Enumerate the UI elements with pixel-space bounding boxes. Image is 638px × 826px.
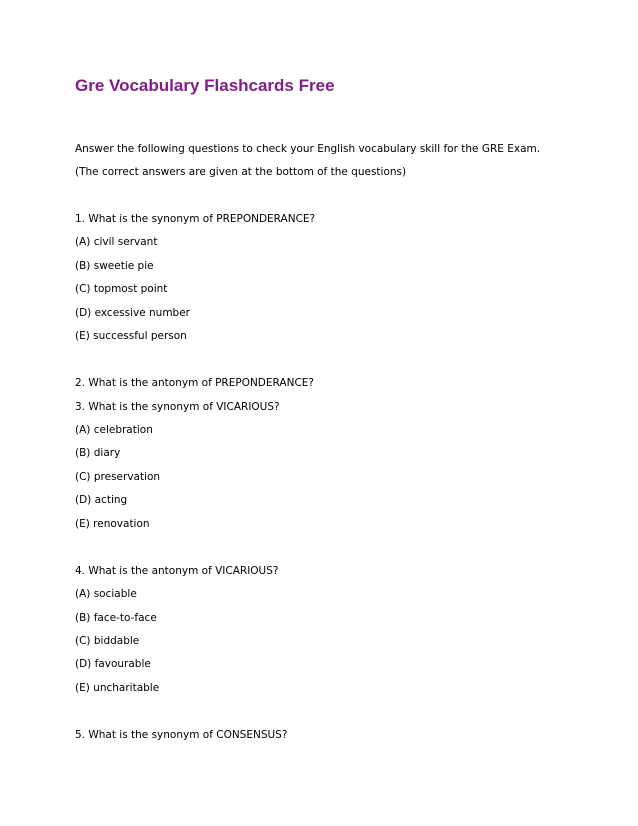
question-3: 3. What is the synonym of VICARIOUS?	[75, 401, 280, 413]
option-4d: (D) favourable	[75, 658, 151, 670]
option-1c: (C) topmost point	[75, 283, 168, 295]
question-1: 1. What is the synonym of PREPONDERANCE?	[75, 213, 316, 225]
intro-line-1: Answer the following questions to check your English vocabulary skill for the GRE Exam.	[75, 143, 541, 155]
option-1e: (E) successful person	[75, 330, 187, 342]
option-4a: (A) sociable	[75, 588, 137, 600]
question-2: 2. What is the antonym of PREPONDERANCE?	[75, 377, 314, 389]
option-4c: (C) biddable	[75, 635, 140, 647]
option-1b: (B) sweetie pie	[75, 260, 154, 272]
question-4: 4. What is the antonym of VICARIOUS?	[75, 565, 279, 577]
option-3e: (E) renovation	[75, 518, 150, 530]
intro-line-2: (The correct answers are given at the bottom of the questions)	[75, 166, 407, 178]
option-1a: (A) civil servant	[75, 236, 158, 248]
document-title: Gre Vocabulary Flashcards Free	[75, 76, 335, 95]
option-4e: (E) uncharitable	[75, 682, 160, 694]
option-3c: (C) preservation	[75, 471, 161, 483]
option-3d: (D) acting	[75, 494, 128, 506]
question-5: 5. What is the synonym of CONSENSUS?	[75, 729, 288, 741]
option-3b: (B) diary	[75, 447, 121, 459]
option-3a: (A) celebration	[75, 424, 153, 436]
option-1d: (D) excessive number	[75, 307, 191, 319]
option-4b: (B) face-to-face	[75, 612, 157, 624]
